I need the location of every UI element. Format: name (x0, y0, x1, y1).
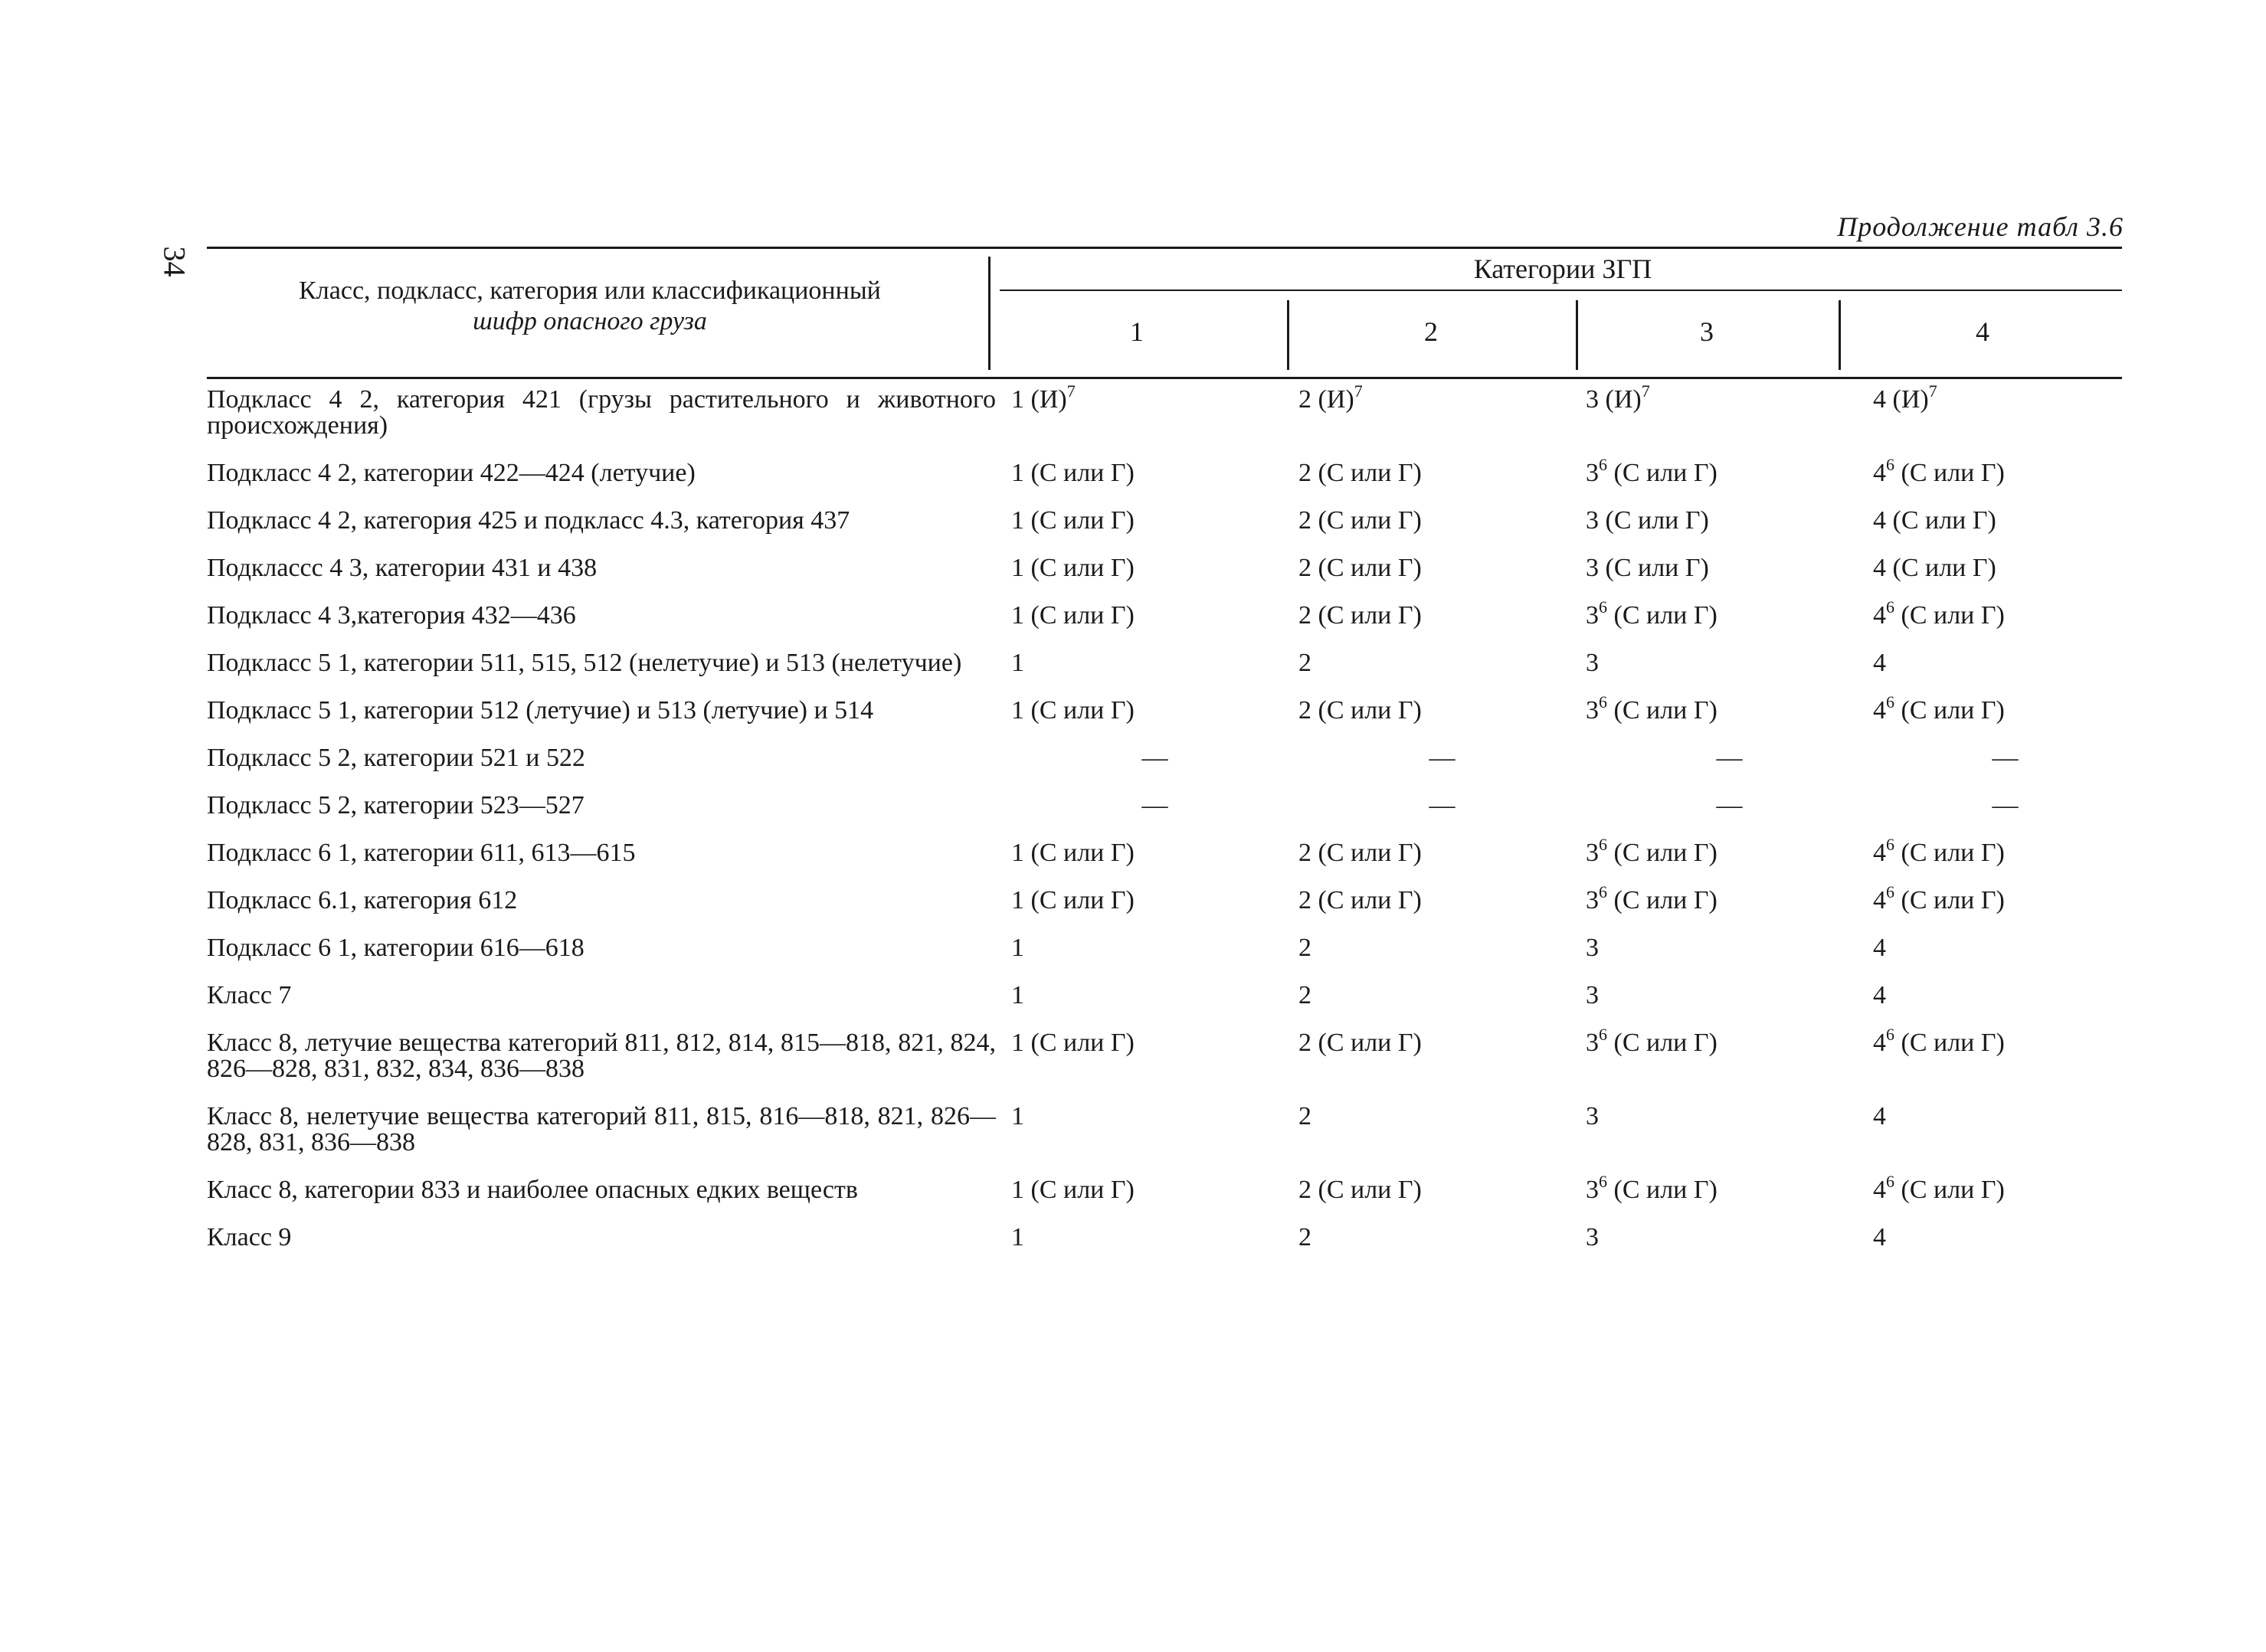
row-category-1 (1011, 1177, 1298, 1225)
cell-value: 4 (1873, 696, 1886, 725)
row-category-4 (1873, 597, 2137, 650)
header-separator (1287, 300, 1289, 370)
row-category-1 (1011, 1030, 1298, 1104)
row-cargo-class: Подкласс 6 1, категории 616—618 (207, 934, 585, 962)
row-category-2 (1298, 983, 1586, 1030)
row-category-3 (1586, 1104, 1873, 1177)
header-separator (1839, 300, 1841, 370)
table-row (207, 1225, 2137, 1272)
cell-value: 2 (С или Г) (1298, 1029, 1422, 1057)
row-category-1 (1011, 460, 1298, 508)
row-cargo-class: Подкласс 5 2, категории 521 и 522 (207, 744, 585, 772)
cell-value: 4 (1873, 1223, 1886, 1251)
cell-value-suffix: (С или Г) (1607, 601, 1718, 630)
row-category-1 (1011, 650, 1298, 698)
row-category-3 (1586, 835, 1873, 888)
cell-value: 3 (1586, 1102, 1599, 1130)
header-mid-rule (1000, 290, 2122, 291)
footnote-ref: 6 (1886, 597, 1894, 617)
cell-value-suffix: (С или Г) (1607, 459, 1718, 487)
cell-value: 3 (С или Г) (1586, 554, 1709, 582)
row-cargo-class: Класс 9 (207, 1223, 292, 1251)
row-cargo-class: Класс 8, категории 833 и наиболее опасных едких веществ (207, 1176, 858, 1204)
footnote-ref: 7 (1928, 381, 1937, 401)
cell-value: 3 (1586, 1176, 1599, 1204)
row-category-3 (1586, 793, 1873, 840)
row-cargo-class: Подкласс 5 1, категории 512 (летучие) и 513 (летучие) и 514 (207, 696, 874, 725)
hazard-table-body (207, 381, 2137, 1272)
cell-value: 4 (1873, 934, 1886, 962)
row-category-1 (1011, 698, 1298, 745)
table-row (207, 983, 2137, 1030)
table-row (207, 650, 2137, 698)
row-category-4 (1873, 1104, 2137, 1177)
cell-value: 2 (С или Г) (1298, 696, 1422, 725)
row-category-4 (1873, 882, 2137, 935)
cell-value: — (1141, 791, 1168, 819)
row-category-4 (1873, 381, 2137, 460)
cell-value: 4 (1873, 649, 1886, 677)
cell-value: 1 (С или Г) (1011, 1176, 1135, 1204)
table-row (207, 508, 2137, 555)
row-category-2 (1298, 935, 1586, 983)
row-cargo-class: Подклассс 4 3, категории 431 и 438 (207, 554, 598, 582)
table-row (207, 1030, 2137, 1104)
cell-value: 3 (1586, 1029, 1599, 1057)
row-category-3 (1586, 882, 1873, 935)
cell-value: 3 (1586, 839, 1599, 867)
row-category-4 (1873, 508, 2137, 555)
header-bottom-rule (207, 377, 2122, 379)
page-number: 34 (157, 246, 192, 277)
cell-value-suffix: (С или Г) (1607, 1029, 1718, 1057)
cell-value: 2 (1298, 981, 1311, 1009)
table-row (207, 935, 2137, 983)
cell-value-suffix: (С или Г) (1607, 839, 1718, 867)
cell-value: 4 (1873, 1102, 1886, 1130)
row-category-2 (1298, 381, 1586, 460)
cell-value-suffix: (С или Г) (1894, 601, 2005, 630)
hazard-table (207, 381, 2137, 1272)
cell-value: 3 (1586, 459, 1599, 487)
row-category-4 (1873, 835, 2137, 888)
cell-value: 2 (С или Г) (1298, 554, 1422, 582)
row-category-3 (1586, 983, 1873, 1030)
cell-value: 2 (С или Г) (1298, 1176, 1422, 1204)
cell-value: — (1716, 791, 1743, 819)
top-rule (207, 247, 2122, 249)
row-category-3 (1586, 597, 1873, 650)
row-category-4 (1873, 793, 2137, 840)
cell-value: 1 (1011, 934, 1024, 962)
cell-value: — (1992, 744, 2019, 772)
row-category-4 (1873, 692, 2137, 745)
header-separator (1576, 300, 1578, 370)
row-category-4 (1873, 555, 2137, 603)
table-row (207, 1177, 2137, 1225)
cell-value: 4 (1873, 601, 1886, 630)
cell-value: 1 (1011, 981, 1024, 1009)
table-row (207, 603, 2137, 650)
cell-value: 2 (И) (1298, 385, 1354, 414)
row-category-2 (1298, 1030, 1586, 1104)
cell-value: 1 (С или Г) (1011, 696, 1135, 725)
cell-value: — (1716, 744, 1743, 772)
cell-value: 1 (С или Г) (1011, 459, 1135, 487)
cell-value: 1 (С или Г) (1011, 506, 1135, 535)
footnote-ref: 6 (1599, 597, 1607, 617)
header-col-1: 1 (1130, 316, 1144, 347)
row-category-2 (1298, 793, 1586, 840)
row-category-3 (1586, 555, 1873, 603)
row-category-3 (1586, 455, 1873, 508)
row-cargo-class: Подкласс 5 1, категории 511, 515, 512 (нелетучие) и 513 (нелетучие) (207, 649, 962, 677)
cell-value: 4 (1873, 459, 1886, 487)
row-cargo-class: Подкласс 4 2, категория 425 и подкласс 4.3, категория 437 (207, 506, 850, 535)
cell-value: 3 (1586, 696, 1599, 725)
row-category-2 (1298, 1225, 1586, 1272)
row-category-4 (1873, 983, 2137, 1030)
footnote-ref: 6 (1599, 1172, 1607, 1191)
row-cargo-class: Класс 8, нелетучие вещества категорий 811, 815, 816—818, 821, 826—828, 831, 836—838 (207, 1102, 996, 1156)
header-col-2: 2 (1424, 316, 1438, 347)
footnote-ref: 6 (1886, 1025, 1894, 1044)
cell-value: 2 (С или Г) (1298, 601, 1422, 630)
cell-value-suffix: (С или Г) (1607, 886, 1718, 914)
row-category-2 (1298, 1104, 1586, 1177)
row-category-3 (1586, 1025, 1873, 1104)
cell-value-suffix: (С или Г) (1607, 696, 1718, 725)
row-category-2 (1298, 650, 1586, 698)
cell-value: 3 (1586, 1223, 1599, 1251)
footnote-ref: 7 (1641, 381, 1650, 401)
row-category-1 (1011, 840, 1298, 888)
table-row (207, 460, 2137, 508)
row-category-4 (1873, 935, 2137, 983)
row-category-3 (1586, 508, 1873, 555)
row-category-1 (1011, 1104, 1298, 1177)
table-row (207, 888, 2137, 935)
row-category-3 (1586, 381, 1873, 460)
cell-value: 1 (1011, 649, 1024, 677)
cell-value: 1 (С или Г) (1011, 1029, 1135, 1057)
cell-value-suffix: (С или Г) (1894, 1176, 2005, 1204)
cell-value: 2 (С или Г) (1298, 506, 1422, 535)
cell-value: 4 (1873, 839, 1886, 867)
footnote-ref: 6 (1599, 455, 1607, 474)
table-row (207, 698, 2137, 745)
table-row (207, 840, 2137, 888)
footnote-ref: 6 (1886, 455, 1894, 474)
cell-value: 1 (С или Г) (1011, 886, 1135, 914)
row-cargo-class: Подкласс 4 3,категория 432—436 (207, 601, 576, 630)
cell-value: 2 (1298, 649, 1311, 677)
row-category-4 (1873, 650, 2137, 698)
row-category-3 (1586, 935, 1873, 983)
row-category-4 (1873, 745, 2137, 793)
cell-value: — (1992, 791, 2019, 819)
footnote-ref: 7 (1066, 381, 1076, 401)
footnote-ref: 6 (1599, 835, 1607, 854)
footnote-ref: 6 (1886, 692, 1894, 712)
header-group-title: Категории ЗГП (1473, 254, 1652, 284)
row-category-3 (1586, 1172, 1873, 1225)
cell-value: 1 (С или Г) (1011, 839, 1135, 867)
row-category-2 (1298, 603, 1586, 650)
cell-value: 1 (И) (1011, 385, 1067, 414)
row-category-1 (1011, 555, 1298, 603)
row-category-4 (1873, 1025, 2137, 1104)
row-category-2 (1298, 508, 1586, 555)
row-category-1 (1011, 603, 1298, 650)
row-cargo-class: Подкласс 5 2, категории 523—527 (207, 791, 585, 819)
cell-value: 1 (1011, 1223, 1024, 1251)
row-category-1 (1011, 793, 1298, 840)
cell-value: 4 (И) (1873, 385, 1929, 414)
cell-value: 3 (1586, 981, 1599, 1009)
cell-value-suffix: (С или Г) (1607, 1176, 1718, 1204)
cell-value: 3 (1586, 886, 1599, 914)
cell-value: — (1141, 744, 1168, 772)
header-first-column (207, 276, 973, 337)
cell-value-suffix: (С или Г) (1894, 459, 2005, 487)
row-cargo-class: Класс 7 (207, 981, 292, 1009)
footnote-ref: 6 (1599, 882, 1607, 901)
row-cargo-class: Класс 8, летучие вещества категорий 811, 812, 814, 815—818, 821, 824, 826—828, 831, 832, 834, 836—838 (207, 1029, 996, 1083)
row-category-3 (1586, 745, 1873, 793)
cell-value: 4 (1873, 1029, 1886, 1057)
cell-value: 2 (1298, 1223, 1311, 1251)
cell-value: 3 (1586, 649, 1599, 677)
row-category-1 (1011, 508, 1298, 555)
header-col-3: 3 (1700, 316, 1714, 347)
header-first-column-line1: Класс, подкласс, категория или классификационный (299, 276, 881, 305)
row-category-1 (1011, 888, 1298, 935)
header-separator (988, 257, 991, 370)
cell-value: 2 (1298, 934, 1311, 962)
cell-value: 2 (1298, 1102, 1311, 1130)
row-category-3 (1586, 692, 1873, 745)
cell-value: 3 (1586, 934, 1599, 962)
footnote-ref: 6 (1886, 835, 1894, 854)
table-row (207, 1104, 2137, 1177)
row-category-4 (1873, 1172, 2137, 1225)
row-category-1 (1011, 381, 1298, 460)
cell-value: 4 (С или Г) (1873, 506, 1996, 535)
table-continuation-label: Продолжение табл 3.6 (1837, 211, 2124, 242)
row-cargo-class: Подкласс 4 2, категории 422—424 (летучие) (207, 459, 696, 487)
cell-value: 1 (С или Г) (1011, 554, 1135, 582)
cell-value: 1 (С или Г) (1011, 601, 1135, 630)
cell-value: — (1429, 744, 1456, 772)
cell-value: 3 (И) (1586, 385, 1642, 414)
row-cargo-class: Подкласс 6 1, категории 611, 613—615 (207, 839, 636, 867)
row-category-3 (1586, 650, 1873, 698)
footnote-ref: 6 (1886, 882, 1894, 901)
cell-value-suffix: (С или Г) (1894, 1029, 2005, 1057)
cell-value: 2 (С или Г) (1298, 886, 1422, 914)
cell-value: 2 (С или Г) (1298, 839, 1422, 867)
row-category-4 (1873, 1225, 2137, 1272)
row-category-2 (1298, 745, 1586, 793)
table-row (207, 387, 2137, 460)
row-category-1 (1011, 745, 1298, 793)
cell-value: — (1429, 791, 1456, 819)
row-category-3 (1586, 1225, 1873, 1272)
row-category-2 (1298, 840, 1586, 888)
row-category-2 (1298, 1177, 1586, 1225)
cell-value: 4 (1873, 886, 1886, 914)
cell-value-suffix: (С или Г) (1894, 839, 2005, 867)
cell-value: 3 (С или Г) (1586, 506, 1709, 535)
row-category-1 (1011, 983, 1298, 1030)
footnote-ref: 6 (1599, 1025, 1607, 1044)
footnote-ref: 7 (1354, 381, 1363, 401)
table-row (207, 793, 2137, 840)
header-first-column-line2: шифр опасного груза (473, 307, 707, 335)
header-col-4: 4 (1976, 316, 1989, 347)
table-row (207, 745, 2137, 793)
row-category-4 (1873, 455, 2137, 508)
cell-value-suffix: (С или Г) (1894, 886, 2005, 914)
row-category-2 (1298, 698, 1586, 745)
table-row (207, 555, 2137, 603)
cell-value-suffix: (С или Г) (1894, 696, 2005, 725)
footnote-ref: 6 (1886, 1172, 1894, 1191)
cell-value: 4 (1873, 1176, 1886, 1204)
row-category-2 (1298, 555, 1586, 603)
footnote-ref: 6 (1599, 692, 1607, 712)
row-cargo-class: Подкласс 6.1, категория 612 (207, 886, 518, 914)
cell-value: 4 (1873, 981, 1886, 1009)
row-category-1 (1011, 935, 1298, 983)
cell-value: 4 (С или Г) (1873, 554, 1996, 582)
row-category-2 (1298, 460, 1586, 508)
cell-value: 3 (1586, 601, 1599, 630)
row-category-1 (1011, 1225, 1298, 1272)
cell-value: 1 (1011, 1102, 1024, 1130)
row-cargo-class: Подкласс 4 2, категория 421 (грузы растительного и животного происхождения) (207, 385, 996, 440)
row-category-2 (1298, 888, 1586, 935)
cell-value: 2 (С или Г) (1298, 459, 1422, 487)
